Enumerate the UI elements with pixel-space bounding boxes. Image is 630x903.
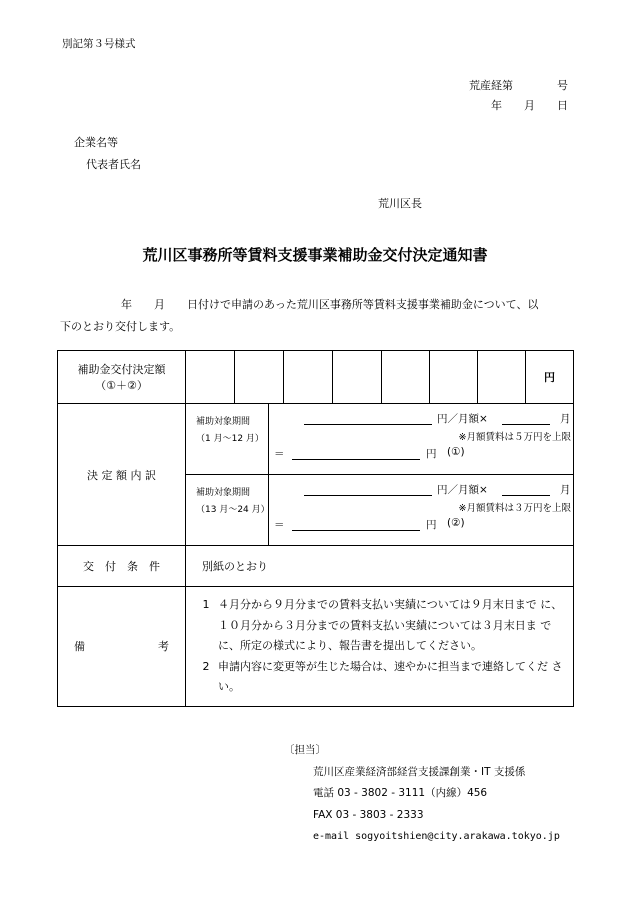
amount-digit-box[interactable] (284, 351, 333, 404)
amount-digit-box[interactable] (430, 351, 478, 404)
form-number: 別記第３号様式 (62, 38, 136, 50)
cap-note-2: ※月額賃料は３万円を上限 (458, 503, 571, 514)
condition-row (58, 546, 574, 587)
period-1-label: 補助対象期間 （1 月～12 月） (196, 417, 264, 444)
equals-1: ＝ (274, 448, 285, 460)
document-date: 年 月 日 (491, 99, 568, 112)
intro-paragraph (60, 294, 576, 338)
period-2-cell (186, 475, 574, 546)
months-2-field[interactable] (502, 495, 550, 496)
condition-value: 別紙のとおり (186, 546, 574, 587)
condition-label: 交 付 条 件 (58, 546, 186, 587)
breakdown-row-1 (58, 404, 574, 475)
contact-department: 荒川区産業経済部経営支援課創業・IT 支援係 (313, 765, 526, 778)
remarks-content (186, 587, 574, 707)
contact-heading: 〔担当〕 (284, 744, 326, 756)
monthly-rent-2-field[interactable] (304, 495, 432, 496)
grant-decision-table (57, 350, 574, 707)
remarks-row (58, 587, 574, 707)
yen-per-month-1: 円／月額× (437, 413, 488, 425)
yen-per-month-2: 円／月額× (437, 484, 488, 496)
contact-phone: 電話 03 - 3802 - 3111（内線）456 (313, 787, 488, 799)
intro-line-1: 年 月 日付けで申請のあった荒川区事務所等賃料支援事業補助金について、以 (121, 298, 539, 311)
amount-row (58, 351, 574, 404)
remark-item: 2 申請内容に変更等が生じた場合は、速やかに担当まで連絡してくだ さい。 (202, 659, 563, 693)
contact-email[interactable]: e-mail sogyoitshien@city.arakawa.tokyo.jp (313, 831, 560, 842)
issuer-name: 荒川区長 (378, 197, 422, 210)
month-unit-2: 月 (560, 484, 571, 496)
intro-line-2: 下のとおり交付します。 (60, 320, 181, 333)
amount-digit-box[interactable] (186, 351, 235, 404)
cap-note-1: ※月額賃料は５万円を上限 (458, 432, 571, 443)
subtotal-1-field[interactable] (292, 459, 420, 460)
amount-digit-box[interactable] (478, 351, 526, 404)
breakdown-label: 決 定 額 内 訳 (58, 404, 186, 546)
document-number: 荒産経第 号 (469, 79, 568, 92)
contact-fax: FAX 03 - 3803 - 2333 (313, 808, 424, 821)
amount-label: 補助金交付決定額 (77, 363, 166, 376)
amount-digit-box[interactable] (333, 351, 382, 404)
subtotal-yen-1: 円 (426, 448, 437, 460)
amount-label-cell (58, 351, 186, 404)
equals-2: ＝ (274, 519, 285, 531)
contact-block (284, 740, 560, 848)
representative-name-label: 代表者氏名 (86, 158, 141, 171)
document-number-block (469, 76, 568, 116)
subtotal-mark-1: (①) (447, 446, 465, 458)
amount-digit-box[interactable] (382, 351, 430, 404)
yen-unit: 円 (526, 351, 574, 404)
period-2-label: 補助対象期間 （13 月～24 月） (196, 488, 270, 515)
subtotal-2-field[interactable] (292, 530, 420, 531)
months-1-field[interactable] (502, 424, 550, 425)
monthly-rent-1-field[interactable] (304, 424, 432, 425)
amount-label-sum: （①＋②） (95, 379, 148, 392)
subtotal-yen-2: 円 (426, 519, 437, 531)
remarks-label: 備 考 (58, 587, 186, 707)
company-name-label: 企業名等 (74, 136, 118, 149)
amount-digit-box[interactable] (235, 351, 284, 404)
month-unit-1: 月 (560, 413, 571, 425)
document-title: 荒川区事務所等賃料支援事業補助金交付決定通知書 (142, 246, 488, 264)
period-1-cell (186, 404, 574, 475)
remark-item: 1 ４月分から９月分までの賃料支払い実績については９月末日まで に、１０月分から３月分までの賃料支払い実績については３月末日ま でに、所定の様式により、報告書を提出してください。 (202, 598, 563, 652)
subtotal-mark-2: (②) (447, 517, 465, 529)
